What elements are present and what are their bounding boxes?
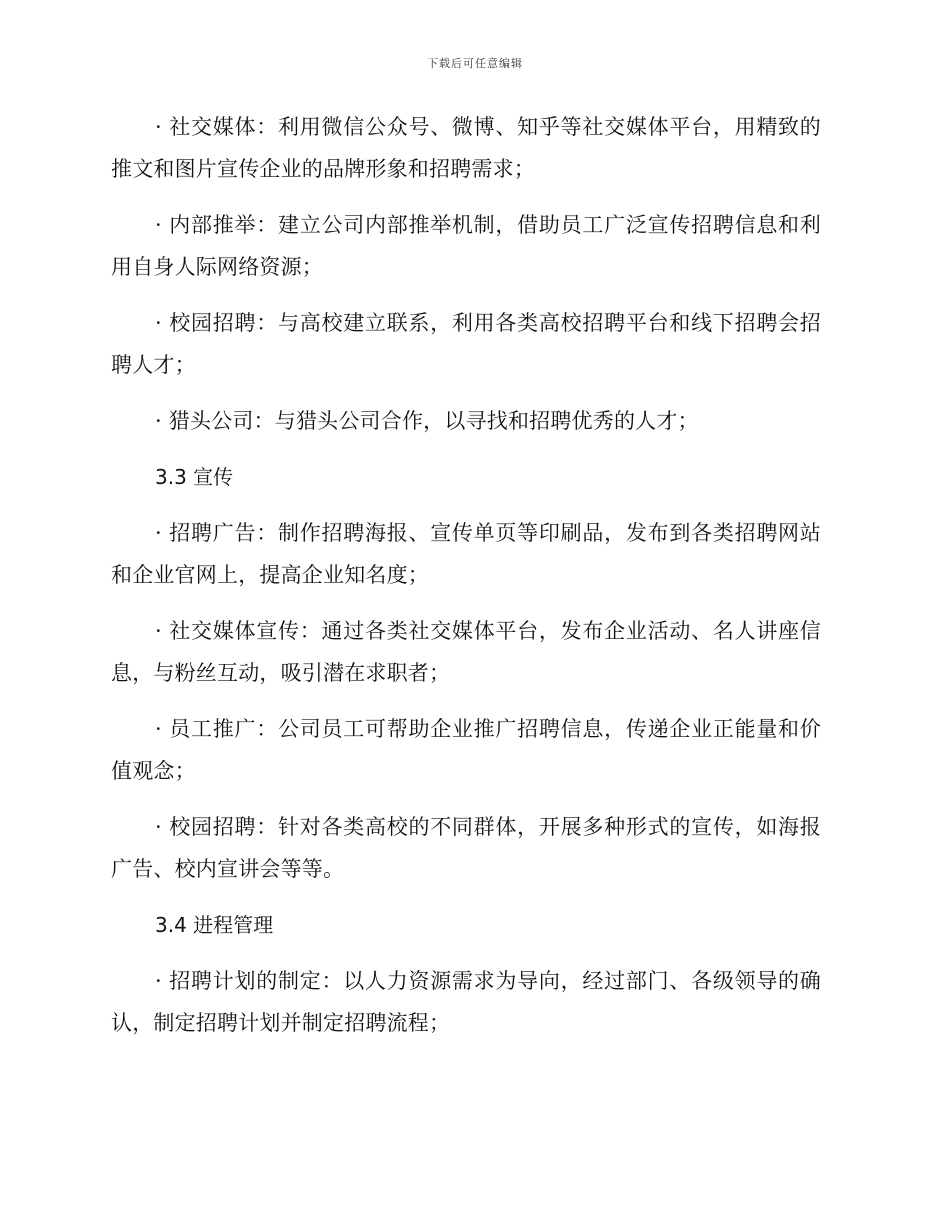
paragraph-internal-referral: · 内部推举：建立公司内部推举机制，借助员工广泛宣传招聘信息和利用自身人际网络资源； <box>111 213 821 279</box>
paragraph-social-media: · 社交媒体：利用微信公众号、微博、知乎等社交媒体平台，用精致的推文和图片宣传企业的品牌形象和招聘需求； <box>111 115 821 181</box>
paragraph-recruitment-ads: · 招聘广告：制作招聘海报、宣传单页等印刷品，发布到各类招聘网站和企业官网上，提高企业知名度； <box>111 521 821 587</box>
paragraph-social-media-promotion: · 社交媒体宣传：通过各类社交媒体平台，发布企业活动、名人讲座信息，与粉丝互动，吸引潜在求职者； <box>111 619 821 685</box>
paragraph-recruitment-plan: · 招聘计划的制定：以人力资源需求为导向，经过部门、各级领导的确认，制定招聘计划并制定招聘流程； <box>111 969 821 1035</box>
document-body <box>111 106 821 1058</box>
paragraph-campus-recruitment: · 校园招聘：与高校建立联系，利用各类高校招聘平台和线下招聘会招聘人才； <box>111 311 821 377</box>
page-header: 下载后可任意编辑 <box>427 57 523 70</box>
section-heading-3-3: 3.3 宣传 <box>155 465 234 489</box>
section-heading-3-4: 3.4 进程管理 <box>155 913 274 937</box>
paragraph-employee-promotion: · 员工推广：公司员工可帮助企业推广招聘信息，传递企业正能量和价值观念； <box>111 717 821 783</box>
paragraph-headhunter: · 猎头公司：与猎头公司合作，以寻找和招聘优秀的人才； <box>155 409 699 433</box>
paragraph-campus-promotion: · 校园招聘：针对各类高校的不同群体，开展多种形式的宣传，如海报广告、校内宣讲会等等。 <box>111 815 821 881</box>
